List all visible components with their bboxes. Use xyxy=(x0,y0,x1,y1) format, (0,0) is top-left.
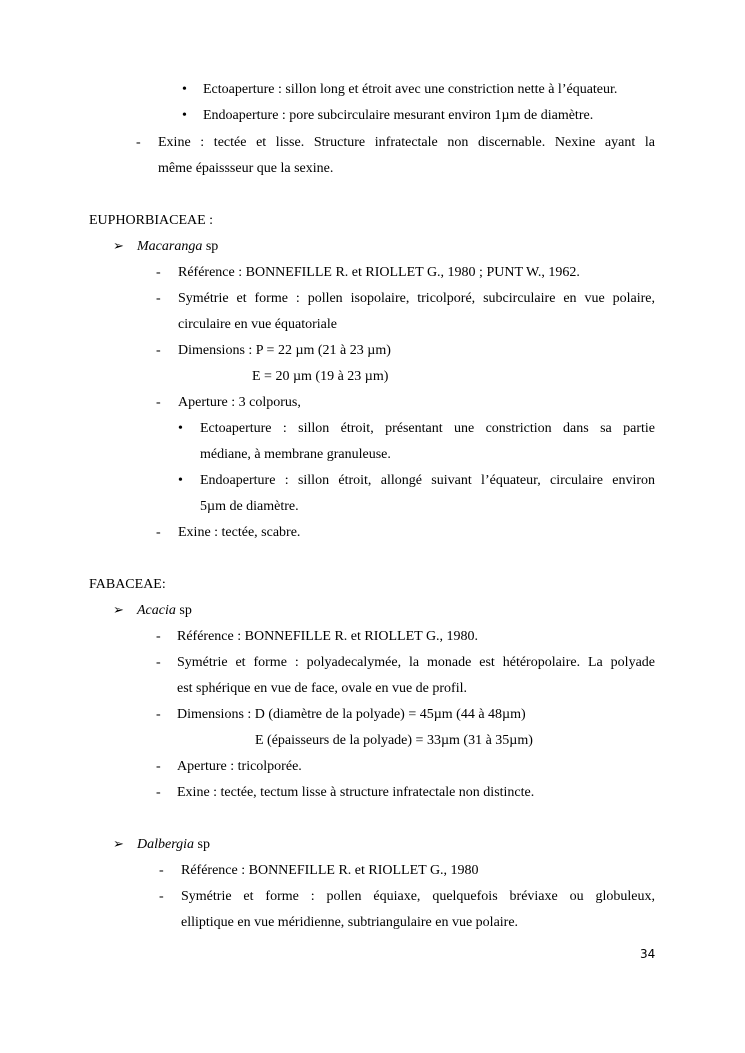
bullet-glyph: • xyxy=(182,108,187,123)
reference-line: Référence : BONNEFILLE R. et RIOLLET G., 1980 ; PUNT W., 1962. xyxy=(178,265,580,280)
dimensions-line-2: E = 20 µm (19 à 23 µm) xyxy=(252,369,389,384)
dash-glyph: - xyxy=(156,265,161,280)
symmetry-line-2: elliptique en vue méridienne, subtriangulaire en vue polaire. xyxy=(181,915,519,930)
endoaperture-item: Endoaperture : pore subcirculaire mesurant environ 1µm de diamètre. xyxy=(203,108,594,123)
dash-glyph: - xyxy=(136,135,141,150)
bullet-glyph: • xyxy=(178,421,183,436)
dimensions-line-2: E (épaisseurs de la polyade) = 33µm (31 à 35µm) xyxy=(255,733,533,748)
dash-glyph: - xyxy=(159,889,164,904)
ectoaperture-line-1: Ectoaperture : sillon étroit, présentant une constriction dans sa partie xyxy=(200,421,655,436)
exine-line: Exine : tectée, tectum lisse à structure infratectale non distincte. xyxy=(177,785,535,800)
arrow-bullet-icon: ➢ xyxy=(113,837,124,852)
dash-glyph: - xyxy=(156,759,161,774)
reference-line: Référence : BONNEFILLE R. et RIOLLET G., 1980. xyxy=(177,629,479,644)
reference-line: Référence : BONNEFILLE R. et RIOLLET G., 1980 xyxy=(181,863,479,878)
family-heading-fabaceae: FABACEAE: xyxy=(89,577,166,592)
dash-glyph: - xyxy=(159,863,164,878)
symmetry-line-2: est sphérique en vue de face, ovale en vue de profil. xyxy=(177,681,467,696)
dash-glyph: - xyxy=(156,629,161,644)
page-number: 34 xyxy=(640,947,656,961)
symmetry-line-1: Symétrie et forme : pollen isopolaire, tricolporé, subcirculaire en vue polaire, xyxy=(178,291,655,306)
dimensions-line-1: Dimensions : P = 22 µm (21 à 23 µm) xyxy=(178,343,391,358)
family-heading-euphorbiaceae: EUPHORBIACEAE : xyxy=(89,213,214,228)
dimensions-line-1: Dimensions : D (diamètre de la polyade) = 45µm (44 à 48µm) xyxy=(177,707,526,722)
aperture-line: Aperture : 3 colporus, xyxy=(178,395,301,410)
aperture-line: Aperture : tricolporée. xyxy=(177,759,302,774)
species-suffix: sp xyxy=(194,837,210,852)
genus-title-dalbergia xyxy=(137,836,210,854)
exine-line-2: même épaissseur que la sexine. xyxy=(158,161,334,176)
bullet-glyph: • xyxy=(178,473,183,488)
genus-name: Macaranga xyxy=(137,239,203,254)
symmetry-line-1: Symétrie et forme : polyadecalymée, la monade est hétéropolaire. La polyade xyxy=(177,655,655,670)
dash-glyph: - xyxy=(156,655,161,670)
species-suffix: sp xyxy=(202,239,219,254)
dash-glyph: - xyxy=(156,291,161,306)
dash-glyph: - xyxy=(156,707,161,722)
exine-line: Exine : tectée, scabre. xyxy=(178,525,301,540)
endoaperture-line-1: Endoaperture : sillon étroit, allongé suivant l’équateur, circulaire environ xyxy=(200,473,655,488)
arrow-bullet-icon: ➢ xyxy=(113,603,124,618)
exine-line-1: Exine : tectée et lisse. Structure infratectale non discernable. Nexine ayant la xyxy=(158,135,655,150)
ectoaperture-line-2: médiane, à membrane granuleuse. xyxy=(200,447,391,462)
genus-name: Acacia xyxy=(137,603,176,618)
symmetry-line-2: circulaire en vue équatoriale xyxy=(178,317,337,332)
dash-glyph: - xyxy=(156,395,161,410)
dash-glyph: - xyxy=(156,343,161,358)
genus-title-macaranga xyxy=(137,238,218,256)
bullet-glyph: • xyxy=(182,82,187,97)
genus-name: Dalbergia xyxy=(137,837,195,852)
endoaperture-line-2: 5µm de diamètre. xyxy=(200,499,299,514)
species-suffix: sp xyxy=(175,603,192,618)
genus-title-acacia xyxy=(137,602,192,620)
arrow-bullet-icon: ➢ xyxy=(113,239,124,254)
ectoaperture-item: Ectoaperture : sillon long et étroit avec une constriction nette à l’équateur. xyxy=(203,82,618,97)
dash-glyph: - xyxy=(156,785,161,800)
dash-glyph: - xyxy=(156,525,161,540)
symmetry-line-1: Symétrie et forme : pollen équiaxe, quelquefois bréviaxe ou globuleux, xyxy=(181,889,655,904)
